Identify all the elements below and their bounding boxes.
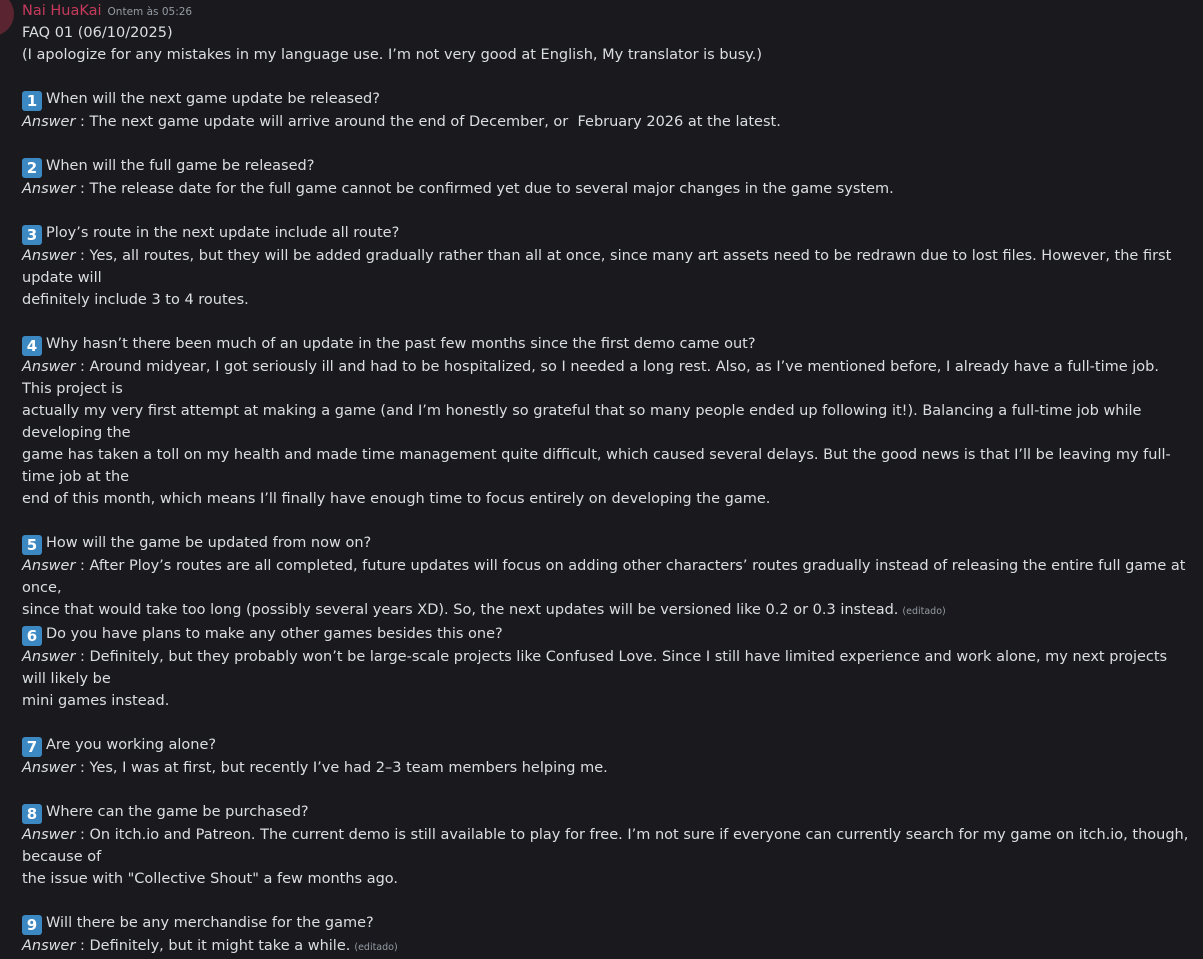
faq-item-6: [22, 623, 1192, 712]
answer-separator: :: [75, 359, 90, 375]
faq-title: FAQ 01 (06/10/2025): [22, 25, 173, 41]
answer-label: Answer: [22, 114, 76, 130]
answer-continuation: actually my very first attempt at making a game (and I’m honestly so grateful that so many people ended up following it!). Balancing a full-time job while developing the: [22, 403, 1147, 441]
answer-line: [22, 555, 1192, 599]
answer-label: Answer: [22, 359, 76, 375]
answer-text: Definitely, but it might take a while.: [89, 938, 351, 954]
question-text: When will the full game be released?: [46, 158, 315, 174]
question-text: Will there be any merchandise for the game?: [46, 915, 374, 931]
answer-text: The next game update will arrive around the end of December, or February 2026 at the latest.: [89, 114, 781, 130]
answer-line: [22, 757, 1192, 779]
question-line: [22, 333, 1192, 356]
question-line: [22, 88, 1192, 111]
answer-line: [22, 111, 1192, 133]
answer-separator: :: [75, 114, 90, 130]
avatar[interactable]: [0, 0, 14, 36]
keycap-number-icon: 7: [22, 737, 42, 757]
answer-text: The release date for the full game cannot be confirmed yet due to several major changes in the game system.: [89, 181, 894, 197]
answer-line: [22, 824, 1192, 868]
answer-line: [22, 935, 1192, 959]
question-text: Why hasn’t there been much of an update in the past few months since the first demo came out?: [46, 336, 756, 352]
question-line: [22, 155, 1192, 178]
message: [22, 0, 1192, 959]
answer-label: Answer: [22, 558, 76, 574]
keycap-number-icon: 2: [22, 158, 42, 178]
answer-line: [22, 646, 1192, 690]
answer-continuation: [22, 599, 1192, 623]
question-line: [22, 532, 1192, 555]
keycap-number-icon: 1: [22, 91, 42, 111]
faq-item-1: [22, 88, 1192, 133]
question-text: Ploy’s route in the next update include all route?: [46, 225, 400, 241]
answer-label: Answer: [22, 827, 76, 843]
question-text: Do you have plans to make any other games besides this one?: [46, 626, 503, 642]
answer-separator: :: [75, 938, 90, 954]
question-line: [22, 734, 1192, 757]
faq-item-4: [22, 333, 1192, 510]
answer-label: Answer: [22, 760, 76, 776]
message-header: [22, 0, 1192, 22]
answer-continuation: definitely include 3 to 4 routes.: [22, 292, 249, 308]
answer-line: [22, 178, 1192, 200]
question-text: When will the next game update be released?: [46, 91, 380, 107]
keycap-number-icon: 3: [22, 225, 42, 245]
timestamp[interactable]: Ontem às 05:26: [107, 6, 193, 18]
answer-text: since that would take too long (possibly several years XD). So, the next updates will be versioned like 0.2 or 0.3 instead.: [22, 602, 899, 618]
faq-item-3: [22, 222, 1192, 311]
faq-intro: (I apologize for any mistakes in my language use. I’m not very good at English, My translator is busy.): [22, 47, 763, 63]
answer-text: Definitely, but they probably won’t be large-scale projects like Confused Love. Since I still have limited experience and work alone, my next projects will likely be: [22, 649, 1172, 687]
answer-separator: :: [75, 181, 90, 197]
question-line: [22, 623, 1192, 646]
faq-item-9: [22, 912, 1192, 959]
faq-item-5: [22, 532, 1192, 623]
answer-label: Answer: [22, 649, 76, 665]
question-text: Are you working alone?: [46, 737, 217, 753]
question-text: Where can the game be purchased?: [46, 804, 309, 820]
keycap-number-icon: 5: [22, 535, 42, 555]
answer-separator: :: [75, 760, 90, 776]
faq-item-2: [22, 155, 1192, 200]
question-line: [22, 912, 1192, 935]
answer-text: Around midyear, I got seriously ill and had to be hospitalized, so I needed a long rest. Also, as I’ve mentioned before, I already have a full-time job. This project is: [22, 359, 1164, 397]
answer-text: After Ploy’s routes are all completed, future updates will focus on adding other characters’ routes gradually instead of releasing the entire full game at once,: [22, 558, 1191, 596]
answer-separator: :: [75, 827, 90, 843]
answer-continuation: the issue with "Collective Shout" a few months ago.: [22, 871, 399, 887]
keycap-number-icon: 9: [22, 915, 42, 935]
question-line: [22, 801, 1192, 824]
answer-label: Answer: [22, 248, 76, 264]
edited-label[interactable]: (editado): [354, 942, 398, 953]
faq-item-8: [22, 801, 1192, 890]
answer-continuation: end of this month, which means I’ll finally have enough time to focus entirely on developing the game.: [22, 491, 771, 507]
answer-line: [22, 245, 1192, 289]
answer-text: Yes, all routes, but they will be added gradually rather than all at once, since many art assets need to be redrawn due to lost files. However, the first update will: [22, 248, 1176, 286]
answer-label: Answer: [22, 938, 76, 954]
keycap-number-icon: 6: [22, 626, 42, 646]
answer-continuation: game has taken a toll on my health and made time management quite difficult, which caused several delays. But the good news is that I’ll be leaving my full-time job at the: [22, 447, 1171, 485]
answer-line: [22, 356, 1192, 400]
answer-separator: :: [75, 248, 90, 264]
answer-separator: :: [75, 558, 90, 574]
answer-text: Yes, I was at first, but recently I’ve had 2–3 team members helping me.: [89, 760, 608, 776]
keycap-number-icon: 4: [22, 336, 42, 356]
edited-label[interactable]: (editado): [902, 606, 946, 617]
author-name[interactable]: Nai HuaKai: [22, 3, 102, 19]
answer-label: Answer: [22, 181, 76, 197]
question-text: How will the game be updated from now on?: [46, 535, 372, 551]
answer-separator: :: [75, 649, 90, 665]
faq-item-7: [22, 734, 1192, 779]
question-line: [22, 222, 1192, 245]
answer-text: On itch.io and Patreon. The current demo is still available to play for free. I’m not sure if everyone can currently search for my game on itch.io, though, because of: [22, 827, 1193, 865]
answer-continuation: mini games instead.: [22, 693, 170, 709]
keycap-number-icon: 8: [22, 804, 42, 824]
